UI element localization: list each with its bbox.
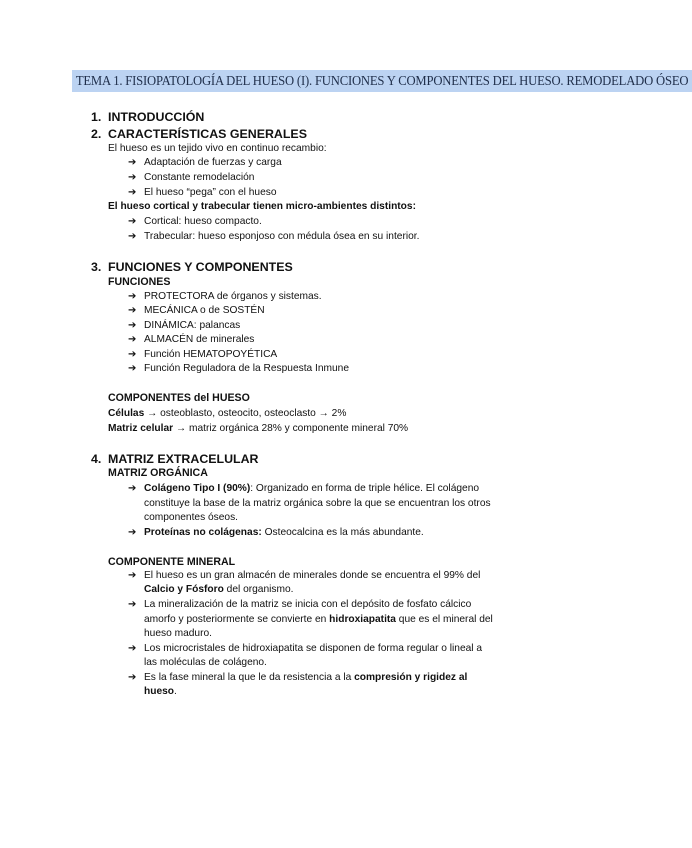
arrow-icon: ➔: [128, 672, 137, 683]
arrow-icon: ➔: [128, 349, 137, 360]
paragraph: Células → osteoblasto, osteocito, osteoclasto → 2%: [108, 408, 347, 419]
arrow-icon: ➔: [128, 291, 137, 302]
list-item-continuation: las moléculas de colágeno.: [144, 657, 267, 668]
arrow-icon: ➔: [128, 305, 137, 316]
subheading: MATRIZ ORGÁNICA: [108, 467, 208, 479]
list-item-continuation: constituye la base de la matriz orgánica sobre la que se encuentran los otros: [144, 498, 491, 509]
paragraph: El hueso es un tejido vivo en continuo recambio:: [108, 143, 327, 154]
section-heading-3: 3. FUNCIONES Y COMPONENTES: [91, 260, 293, 274]
list-item-continuation: hueso.: [144, 686, 177, 697]
arrow-icon: ➔: [128, 157, 137, 168]
section-heading-1: 1. INTRODUCCIÓN: [91, 110, 205, 124]
list-item: ➔ Constante remodelación: [128, 172, 255, 183]
arrow-icon: ➔: [128, 599, 137, 610]
list-item: ➔ Adaptación de fuerzas y carga: [128, 157, 282, 168]
paragraph-bold: El hueso cortical y trabecular tienen micro-ambientes distintos:: [108, 201, 416, 212]
arrow-icon: ➔: [128, 320, 137, 331]
list-item: ➔ ALMACÉN de minerales: [128, 334, 255, 345]
arrow-icon: ➔: [128, 187, 137, 198]
arrow-icon: ➔: [128, 172, 137, 183]
list-item-continuation: Calcio y Fósforo del organismo.: [144, 584, 294, 595]
list-item: ➔ DINÁMICA: palancas: [128, 320, 241, 331]
subheading: COMPONENTE MINERAL: [108, 556, 236, 568]
list-item-continuation: componentes óseos.: [144, 512, 239, 523]
arrow-icon: ➔: [128, 483, 137, 494]
paragraph: Matriz celular → matriz orgánica 28% y componente mineral 70%: [108, 423, 409, 434]
list-item: ➔ El hueso “pega” con el hueso: [128, 187, 277, 198]
list-item: ➔ La mineralización de la matriz se inicia con el depósito de fosfato cálcico: [128, 599, 472, 610]
arrow-icon: ➔: [128, 527, 137, 538]
arrow-icon: ➔: [128, 231, 137, 242]
subheading: FUNCIONES: [108, 276, 171, 288]
list-item: ➔ Es la fase mineral la que le da resistencia a la compresión y rigidez al: [128, 672, 468, 683]
list-item-continuation: amorfo y posteriormente se convierte en hidroxiapatita que es el mineral del: [144, 614, 493, 625]
arrow-icon: ➔: [128, 363, 137, 374]
list-item: ➔ Trabecular: hueso esponjoso con médula ósea en su interior.: [128, 231, 420, 242]
list-item: ➔ Función Reguladora de la Respuesta Inmune: [128, 363, 350, 374]
section-heading-2: 2. CARACTERÍSTICAS GENERALES: [91, 127, 307, 141]
list-item: ➔ Función HEMATOPOYÉTICA: [128, 349, 278, 360]
list-item: ➔ Colágeno Tipo I (90%): Organizado en forma de triple hélice. El colágeno: [128, 483, 480, 494]
arrow-icon: ➔: [128, 570, 137, 581]
arrow-icon: ➔: [128, 216, 137, 227]
list-item: ➔ Cortical: hueso compacto.: [128, 216, 262, 227]
list-item: ➔ PROTECTORA de órganos y sistemas.: [128, 291, 322, 302]
arrow-icon: ➔: [128, 334, 137, 345]
list-item: ➔ Los microcristales de hidroxiapatita se disponen de forma regular o lineal a: [128, 643, 483, 654]
section-heading-4: 4. MATRIZ EXTRACELULAR: [91, 452, 259, 466]
list-item-continuation: hueso maduro.: [144, 628, 212, 639]
subheading: COMPONENTES del HUESO: [108, 392, 250, 404]
arrow-icon: ➔: [128, 643, 137, 654]
list-item: ➔ MECÁNICA o de SOSTÉN: [128, 305, 265, 316]
page-title: TEMA 1. FISIOPATOLOGÍA DEL HUESO (I). FUNCIONES Y COMPONENTES DEL HUESO. REMODELADO ÓSEO: [72, 70, 692, 92]
list-item: ➔ Proteínas no colágenas: Osteocalcina es la más abundante.: [128, 527, 424, 538]
list-item: ➔ El hueso es un gran almacén de minerales donde se encuentra el 99% del: [128, 570, 481, 581]
